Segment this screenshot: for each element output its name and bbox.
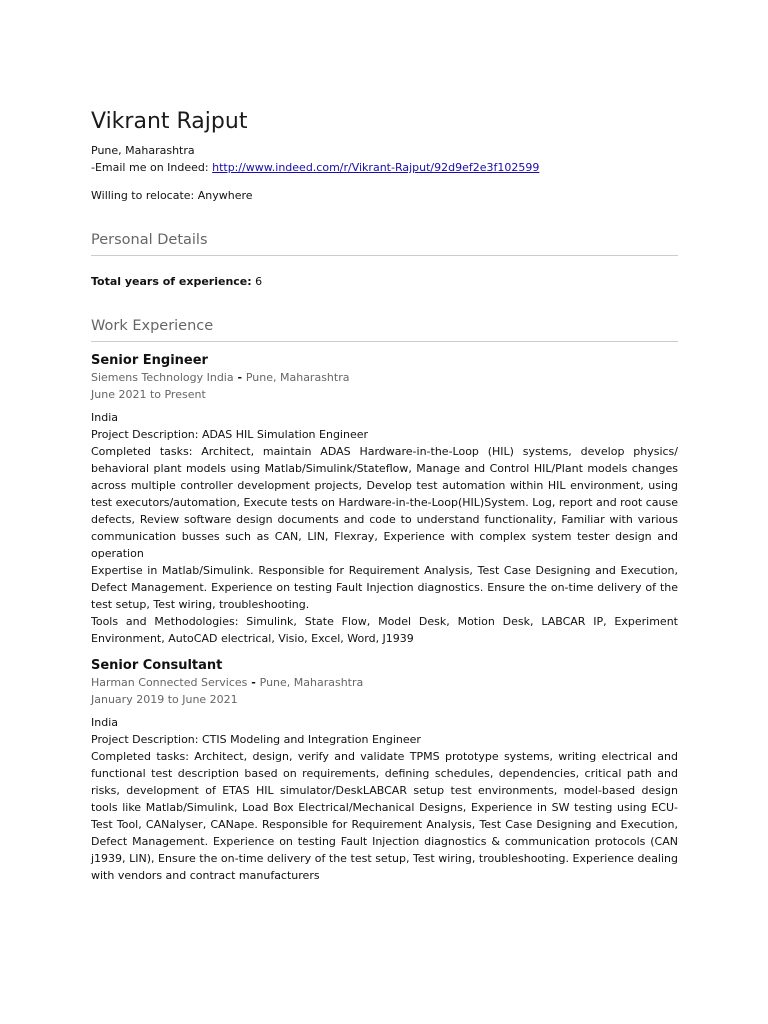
job-description-line: Completed tasks: Architect, design, verify and validate TPMS prototype systems, writing electrical and functional test description based on requirements, defining schedules, dependencies, critical path and risks, development of ETAS HIL simulator/DeskLABCAR setup test environments, model-based design tools like Matlab/Simulink, Load Box Electrical/Mechanical Designs, Experience in SW testing using ECU-Test Tool, CANalyser, CANape. Responsible for Requirement Analysis, Test Case Designing and Execution, Defect Management. Experience on testing Fault Injection diagnostics & communication protocols (CAN j1939, LIN), Ensure the on-time delivery of the test setup, Test wiring, troubleshooting. Experience dealing with vendors and contract manufacturers — [91, 750, 678, 882]
job-separator: - — [233, 371, 246, 384]
relocate-line: Willing to relocate: Anywhere — [91, 189, 253, 202]
indeed-profile-link[interactable]: http://www.indeed.com/r/Vikrant-Rajput/92d9ef2e3f102599 — [212, 161, 540, 174]
job-separator: - — [247, 676, 260, 689]
job-description — [91, 409, 678, 647]
job-location: Pune, Maharashtra — [259, 676, 364, 689]
email-line — [91, 159, 678, 176]
job-company-line — [91, 674, 678, 691]
job-company: Harman Connected Services — [91, 676, 248, 689]
job-title: Senior Engineer — [91, 353, 208, 368]
resume-content — [91, 108, 678, 884]
job-location: Pune, Maharashtra — [245, 371, 350, 384]
job-description-line: Project Description: CTIS Modeling and Integration Engineer — [91, 733, 421, 746]
candidate-location: Pune, Maharashtra — [91, 144, 195, 157]
job-entry — [91, 352, 678, 647]
job-description-line: Expertise in Matlab/Simulink. Responsible for Requirement Analysis, Test Case Designing and Execution, Defect Management. Experience on testing Fault Injection diagnostics. Ensure the on-time delivery of the test setup, Test wiring, troubleshooting. — [91, 564, 678, 611]
total-experience — [91, 273, 678, 290]
job-title: Senior Consultant — [91, 658, 223, 673]
job-description-line: Completed tasks: Architect, maintain ADAS Hardware-in-the-Loop (HIL) systems, develop physics/ behavioral plant models using Matlab/Simulink/Stateflow, Manage and Control HIL/Plant models changes across multiple controller development projects, Develop test automation within HIL environment, using test executors/automation, Execute tests on Hardware-in-the-Loop(HIL)System. Log, report and root cause defects, Review software design documents and code to understand functionality, Familiar with various communication busses such as CAN, LIN, Flexray, Experience with complex system tester design and operation — [91, 445, 678, 560]
job-description-line: Tools and Methodologies: Simulink, State Flow, Model Desk, Motion Desk, LABCAR IP, Experiment Environment, AutoCAD electrical, Visio, Excel, Word, J1939 — [91, 615, 678, 645]
section-divider — [91, 255, 678, 256]
job-description-line: Project Description: ADAS HIL Simulation Engineer — [91, 428, 369, 441]
section-title-personal: Personal Details — [91, 232, 208, 248]
job-dates: June 2021 to Present — [91, 388, 206, 401]
job-description-line: India — [91, 411, 118, 424]
section-title-work: Work Experience — [91, 318, 214, 334]
job-dates: January 2019 to June 2021 — [91, 693, 238, 706]
job-company: Siemens Technology India — [91, 371, 234, 384]
job-company-line — [91, 369, 678, 386]
candidate-name: Vikrant Rajput — [91, 109, 248, 134]
job-entry — [91, 657, 678, 884]
section-divider — [91, 341, 678, 342]
job-description-line: India — [91, 716, 118, 729]
email-prefix: -Email me on Indeed: — [91, 161, 213, 174]
total-experience-value: 6 — [251, 275, 263, 288]
job-description — [91, 714, 678, 884]
total-experience-label: Total years of experience: — [91, 275, 252, 288]
